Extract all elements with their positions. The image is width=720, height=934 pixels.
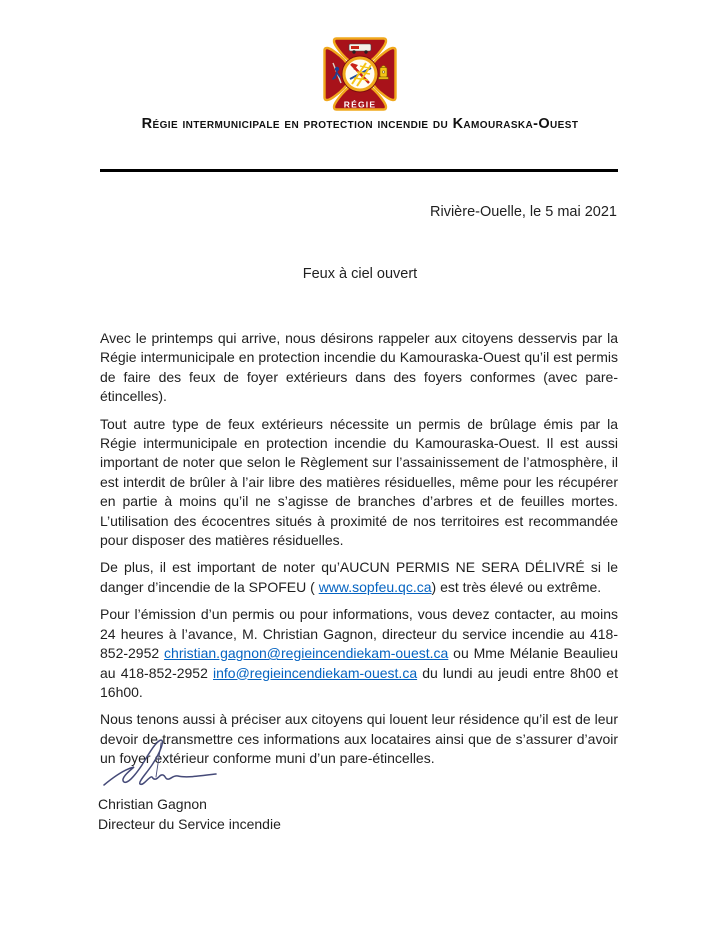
p4-text-after: du lundi au jeudi entre 8h00 et 16h00. [100, 664, 618, 700]
handwritten-signature [100, 733, 230, 793]
info-email-link[interactable]: info@regieincendiekam-ouest.ca [213, 664, 418, 681]
dateline: Rivière-Ouelle, le 5 mai 2021 [430, 204, 617, 220]
paragraph-no-permit-warning [100, 558, 618, 597]
christian-gagnon-email-link[interactable]: christian.gagnon@regieincendiekam-ouest.ca [164, 645, 449, 662]
p3-text-after: ) est très élevé ou extrême. [431, 578, 602, 595]
paragraph-contact-info [100, 605, 618, 702]
paragraph-spring-reminder: Avec le printemps qui arrive, nous désirons rappeler aux citoyens desservis par la Régie intermunicipale en protection incendie du Kamouraska-Ouest qu’il est permis de faire des feux de foyer extérieurs dans des foyers conformes (avec pare-étincelles). [100, 330, 618, 405]
paragraph-landlord-duty: Nous tenons aussi à préciser aux citoyens qui louent leur résidence qu’il est de leur devoir de transmettre ces informations aux locataires ainsi que de s’assurer d’avoir un foyer extérieur conforme muni d’un pare-étincelles. [100, 711, 618, 767]
p4-text-mid: ou Mme Mélanie Beaulieu au 418-852-2952 [100, 645, 618, 681]
letter-body [100, 329, 618, 777]
logo-banner-text: RÉGIE [343, 99, 377, 110]
maltese-cross-icon [308, 34, 412, 116]
signer-title: Directeur du Service incendie [98, 816, 281, 832]
sopfeu-link[interactable]: www.sopfeu.qc.ca [318, 578, 432, 595]
subject-line: Feux à ciel ouvert [302, 266, 418, 282]
org-name-header: Régie intermunicipale en protection incendie du Kamouraska-Ouest [141, 116, 579, 132]
signature-block [98, 733, 398, 834]
fire-department-logo [308, 34, 412, 116]
header-divider [100, 169, 618, 172]
signer-name: Christian Gagnon [98, 796, 207, 812]
paragraph-burn-permit-rules: Tout autre type de feux extérieurs nécessite un permis de brûlage émis par la Régie intermunicipale en protection incendie du Kamouraska-Ouest. Il est aussi important de noter que selon le Règlement sur l’assainissement de l’atmosphère, il est interdit de brûler à l’air libre des matières résiduelles, même pour les récupérer en partie à moins qu’il ne s’agisse de branches d’arbres et de feuilles mortes. L’utilisation des écocentres situés à proximité de nos territoires est recommandée pour disposer des matières résiduelles. [100, 415, 618, 549]
p4-text-before: Pour l’émission d’un permis ou pour informations, vous devez contacter, au moins 24 heures à l’avance, M. Christian Gagnon, directeur du service incendie au 418-852-2952 [100, 606, 618, 662]
p3-text-before: De plus, il est important de noter qu’AUCUN PERMIS NE SERA DÉLIVRÉ si le danger d’incendie de la SPOFEU ( [100, 559, 618, 595]
